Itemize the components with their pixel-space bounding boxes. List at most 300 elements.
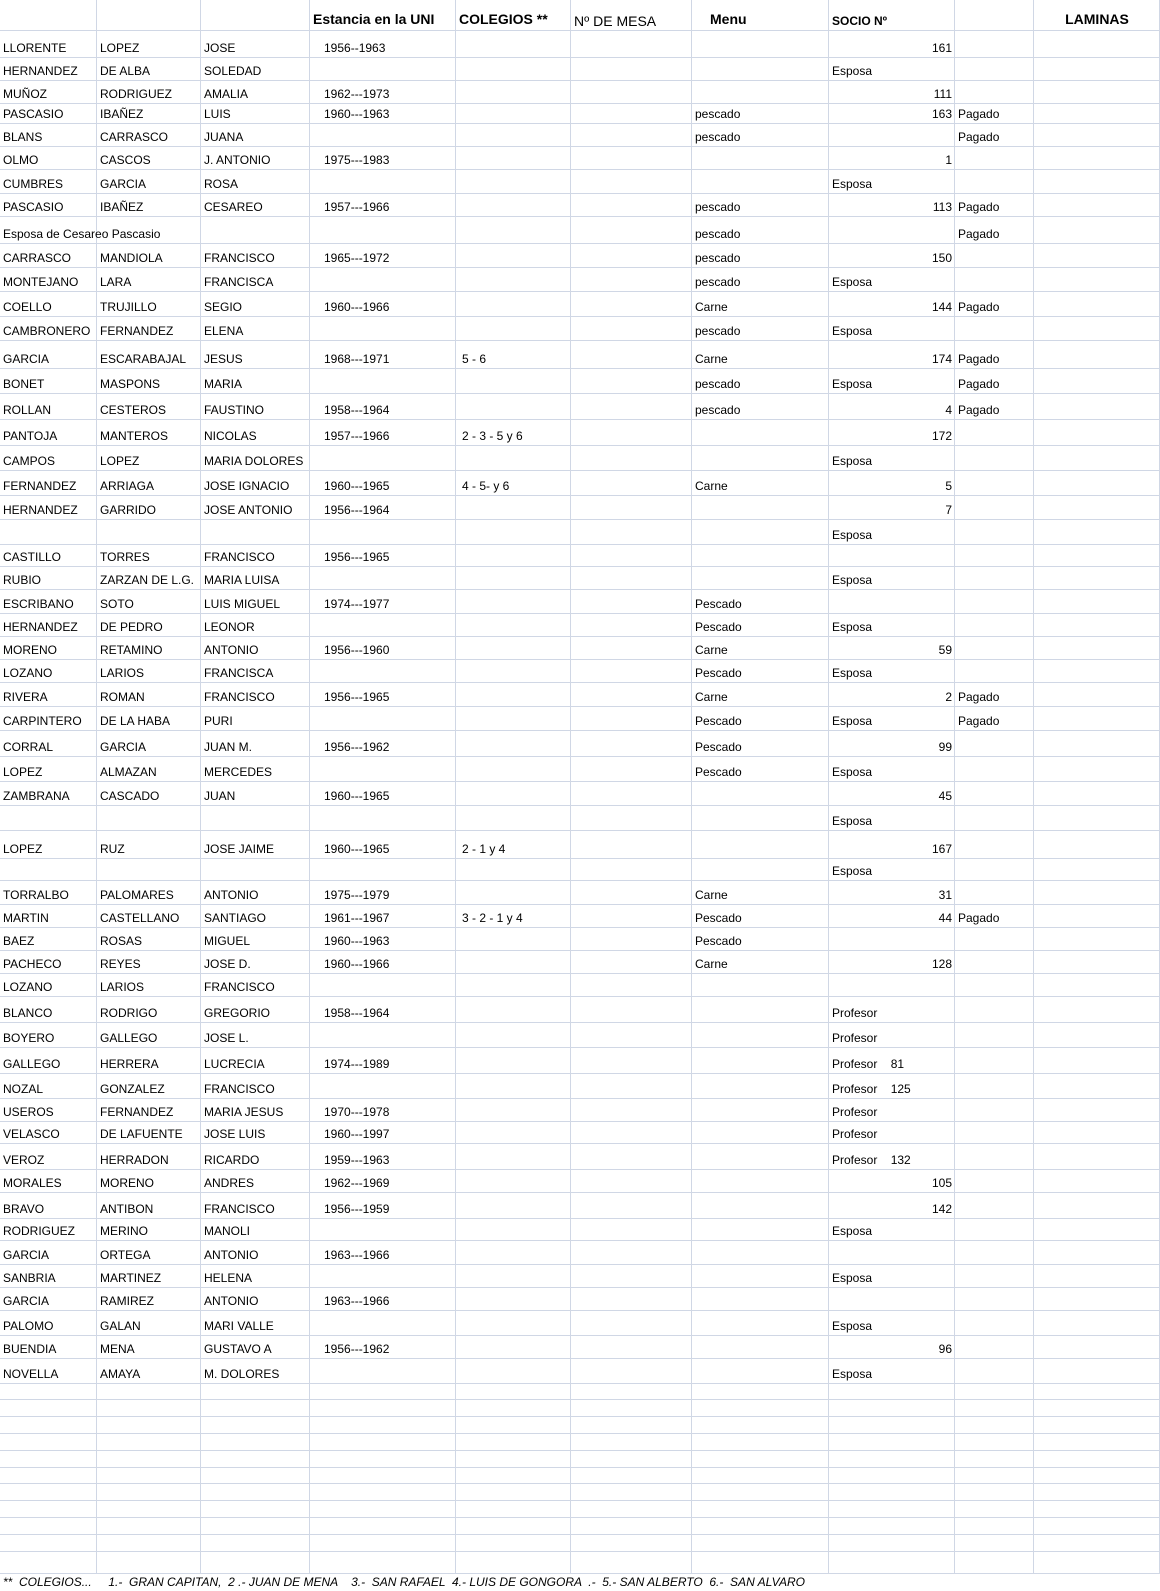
cell-surname1[interactable]: HERNANDEZ <box>0 614 97 637</box>
cell-socio[interactable]: Esposa <box>829 1265 955 1288</box>
cell-socio[interactable]: 142 <box>829 1193 955 1219</box>
cell-firstname[interactable]: HELENA <box>201 1265 310 1288</box>
cell-estancia[interactable]: 1960---1966 <box>310 951 456 974</box>
cell-laminas[interactable] <box>1034 997 1160 1023</box>
cell-surname1[interactable] <box>0 1400 97 1417</box>
cell-laminas[interactable] <box>1034 567 1160 590</box>
cell-menu[interactable]: Pescado <box>692 590 829 614</box>
cell-surname2[interactable]: MENA <box>97 1336 201 1359</box>
cell-surname2[interactable]: ORTEGA <box>97 1241 201 1265</box>
cell-firstname[interactable]: PURI <box>201 707 310 731</box>
cell-estancia[interactable]: 1975---1979 <box>310 881 456 905</box>
cell-surname1[interactable] <box>0 1535 97 1552</box>
cell-firstname[interactable]: LUCRECIA <box>201 1048 310 1074</box>
cell-mesa[interactable] <box>571 757 692 782</box>
cell-colegios[interactable] <box>456 31 571 58</box>
cell-estancia[interactable]: 1975---1983 <box>310 147 456 170</box>
cell-firstname[interactable]: JOSE IGNACIO <box>201 471 310 496</box>
cell-mesa[interactable] <box>571 1336 692 1359</box>
cell-pagado[interactable] <box>955 1518 1034 1535</box>
cell-firstname[interactable]: ROSA <box>201 170 310 194</box>
cell-colegios[interactable] <box>456 268 571 292</box>
cell-mesa[interactable] <box>571 217 692 244</box>
cell-firstname[interactable]: FRANCISCO <box>201 1193 310 1219</box>
cell-surname1[interactable]: FERNANDEZ <box>0 471 97 496</box>
cell-laminas[interactable] <box>1034 124 1160 147</box>
cell-mesa[interactable] <box>571 1170 692 1193</box>
cell-laminas[interactable] <box>1034 1400 1160 1417</box>
cell-firstname[interactable]: JOSE <box>201 31 310 58</box>
cell-socio[interactable]: Esposa <box>829 369 955 394</box>
cell-pagado[interactable] <box>955 782 1034 806</box>
cell-surname1[interactable]: OLMO <box>0 147 97 170</box>
cell-mesa[interactable] <box>571 1359 692 1384</box>
cell-menu[interactable] <box>692 1535 829 1552</box>
cell-mesa[interactable] <box>571 997 692 1023</box>
cell-surname2[interactable]: GARCIA <box>97 170 201 194</box>
cell-menu[interactable] <box>692 831 829 859</box>
cell-mesa[interactable] <box>571 1193 692 1219</box>
cell-socio[interactable]: 7 <box>829 496 955 520</box>
cell-socio[interactable] <box>829 1484 955 1501</box>
cell-mesa[interactable] <box>571 1501 692 1518</box>
cell-colegios[interactable] <box>456 446 571 471</box>
cell-surname2[interactable]: CASCADO <box>97 782 201 806</box>
cell-laminas[interactable] <box>1034 1265 1160 1288</box>
cell-mesa[interactable] <box>571 31 692 58</box>
cell-estancia[interactable] <box>310 1451 456 1468</box>
cell-laminas[interactable] <box>1034 637 1160 660</box>
cell-colegios[interactable] <box>456 997 571 1023</box>
cell-firstname[interactable]: M. DOLORES <box>201 1359 310 1384</box>
cell-menu[interactable] <box>692 1023 829 1048</box>
cell-firstname[interactable]: LUIS MIGUEL <box>201 590 310 614</box>
cell-firstname[interactable]: MANOLI <box>201 1219 310 1241</box>
cell-colegios[interactable]: 2 - 3 - 5 y 6 <box>456 420 571 446</box>
cell-surname1[interactable]: PALOMO <box>0 1311 97 1336</box>
cell-surname1[interactable]: HERNANDEZ <box>0 496 97 520</box>
cell-surname1[interactable]: CAMPOS <box>0 446 97 471</box>
cell-mesa[interactable] <box>571 1219 692 1241</box>
cell-mesa[interactable] <box>571 1552 692 1574</box>
cell-estancia[interactable]: 1960---1963 <box>310 928 456 951</box>
cell-socio[interactable]: 144 <box>829 292 955 317</box>
cell-firstname[interactable]: JOSE JAIME <box>201 831 310 859</box>
cell-menu[interactable]: Pescado <box>692 660 829 683</box>
cell-socio[interactable]: 99 <box>829 731 955 757</box>
cell-surname1[interactable] <box>0 1484 97 1501</box>
cell-surname1[interactable]: CARPINTERO <box>0 707 97 731</box>
cell-menu[interactable] <box>692 1417 829 1434</box>
cell-firstname[interactable]: MARIA LUISA <box>201 567 310 590</box>
cell-surname2[interactable] <box>97 1518 201 1535</box>
cell-socio[interactable]: Esposa <box>829 707 955 731</box>
cell-mesa[interactable] <box>571 1468 692 1484</box>
cell-menu[interactable] <box>692 1336 829 1359</box>
cell-mesa[interactable] <box>571 545 692 567</box>
cell-firstname[interactable]: FRANCISCO <box>201 974 310 997</box>
cell-surname1[interactable] <box>0 806 97 831</box>
cell-pagado[interactable] <box>955 1384 1034 1400</box>
cell-pagado[interactable] <box>955 951 1034 974</box>
cell-surname2[interactable] <box>97 1417 201 1434</box>
cell-socio[interactable] <box>829 1417 955 1434</box>
cell-colegios[interactable] <box>456 1265 571 1288</box>
cell-estancia[interactable] <box>310 170 456 194</box>
cell-socio[interactable]: Profesor <box>829 1122 955 1144</box>
cell-surname2[interactable]: MERINO <box>97 1219 201 1241</box>
cell-mesa[interactable] <box>571 951 692 974</box>
cell-laminas[interactable] <box>1034 1023 1160 1048</box>
cell-firstname[interactable] <box>201 1417 310 1434</box>
cell-surname1[interactable]: BONET <box>0 369 97 394</box>
cell-estancia[interactable] <box>310 520 456 545</box>
cell-firstname[interactable]: MARIA DOLORES <box>201 446 310 471</box>
cell-menu[interactable]: pescado <box>692 268 829 292</box>
cell-mesa[interactable] <box>571 1074 692 1099</box>
cell-surname2[interactable] <box>97 1501 201 1518</box>
cell-socio[interactable] <box>829 1451 955 1468</box>
cell-socio[interactable] <box>829 1288 955 1311</box>
cell-surname2[interactable]: LOPEZ <box>97 446 201 471</box>
cell-surname1[interactable] <box>0 1552 97 1574</box>
cell-surname2[interactable]: FERNANDEZ <box>97 317 201 341</box>
cell-estancia[interactable] <box>310 1384 456 1400</box>
cell-estancia[interactable]: 1957---1966 <box>310 420 456 446</box>
cell-estancia[interactable]: 1956---1959 <box>310 1193 456 1219</box>
cell-socio[interactable]: 44 <box>829 905 955 928</box>
cell-surname2[interactable]: TRUJILLO <box>97 292 201 317</box>
cell-menu[interactable]: pescado <box>692 317 829 341</box>
cell-surname2[interactable] <box>97 520 201 545</box>
cell-socio[interactable]: Esposa <box>829 268 955 292</box>
cell-laminas[interactable] <box>1034 1417 1160 1434</box>
cell-mesa[interactable] <box>571 420 692 446</box>
cell-menu[interactable]: Carne <box>692 881 829 905</box>
cell-pagado[interactable] <box>955 567 1034 590</box>
cell-mesa[interactable] <box>571 1400 692 1417</box>
cell-firstname[interactable]: JOSE ANTONIO <box>201 496 310 520</box>
cell-surname1[interactable] <box>0 1501 97 1518</box>
cell-estancia[interactable]: 1956---1962 <box>310 1336 456 1359</box>
cell-pagado[interactable] <box>955 1468 1034 1484</box>
cell-colegios[interactable] <box>456 660 571 683</box>
cell-menu[interactable] <box>692 1193 829 1219</box>
cell-surname1[interactable]: SANBRIA <box>0 1265 97 1288</box>
cell-colegios[interactable] <box>456 881 571 905</box>
cell-estancia[interactable] <box>310 806 456 831</box>
cell-mesa[interactable] <box>571 58 692 81</box>
cell-firstname[interactable] <box>201 1400 310 1417</box>
cell-pagado[interactable] <box>955 1552 1034 1574</box>
cell-mesa[interactable] <box>571 567 692 590</box>
cell-laminas[interactable] <box>1034 341 1160 369</box>
cell-surname2[interactable]: GALLEGO <box>97 1023 201 1048</box>
cell-mesa[interactable] <box>571 1384 692 1400</box>
cell-estancia[interactable]: 1956--1963 <box>310 31 456 58</box>
cell-estancia[interactable] <box>310 1074 456 1099</box>
cell-surname1[interactable]: CORRAL <box>0 731 97 757</box>
cell-estancia[interactable]: 1960---1965 <box>310 831 456 859</box>
cell-estancia[interactable] <box>310 1359 456 1384</box>
cell-colegios[interactable] <box>456 1048 571 1074</box>
cell-mesa[interactable] <box>571 341 692 369</box>
cell-mesa[interactable] <box>571 1288 692 1311</box>
cell-firstname[interactable]: GUSTAVO A <box>201 1336 310 1359</box>
cell-laminas[interactable] <box>1034 520 1160 545</box>
cell-surname1[interactable]: MONTEJANO <box>0 268 97 292</box>
cell-laminas[interactable] <box>1034 1074 1160 1099</box>
cell-estancia[interactable]: 1965---1972 <box>310 244 456 268</box>
cell-mesa[interactable] <box>571 590 692 614</box>
cell-firstname[interactable] <box>201 217 310 244</box>
cell-colegios[interactable] <box>456 1451 571 1468</box>
cell-colegios[interactable] <box>456 292 571 317</box>
cell-colegios[interactable] <box>456 1023 571 1048</box>
cell-socio[interactable]: 172 <box>829 420 955 446</box>
cell-mesa[interactable] <box>571 806 692 831</box>
cell-surname1[interactable]: LOPEZ <box>0 757 97 782</box>
cell-colegios[interactable] <box>456 194 571 217</box>
cell-mesa[interactable] <box>571 369 692 394</box>
cell-estancia[interactable]: 1963---1966 <box>310 1288 456 1311</box>
cell-socio[interactable]: Esposa <box>829 859 955 881</box>
cell-socio[interactable] <box>829 1518 955 1535</box>
cell-estancia[interactable] <box>310 1400 456 1417</box>
cell-surname2[interactable]: CASCOS <box>97 147 201 170</box>
cell-firstname[interactable]: JUAN M. <box>201 731 310 757</box>
cell-surname1[interactable] <box>0 1417 97 1434</box>
cell-menu[interactable]: Carne <box>692 683 829 707</box>
cell-estancia[interactable]: 1962---1973 <box>310 81 456 104</box>
cell-colegios[interactable] <box>456 217 571 244</box>
cell-estancia[interactable] <box>310 268 456 292</box>
cell-menu[interactable] <box>692 1288 829 1311</box>
cell-mesa[interactable] <box>571 194 692 217</box>
cell-firstname[interactable]: GREGORIO <box>201 997 310 1023</box>
cell-socio[interactable] <box>829 1535 955 1552</box>
cell-surname1[interactable]: CARRASCO <box>0 244 97 268</box>
cell-surname1[interactable]: NOVELLA <box>0 1359 97 1384</box>
cell-laminas[interactable] <box>1034 974 1160 997</box>
cell-surname2[interactable]: IBAÑEZ <box>97 104 201 124</box>
cell-pagado[interactable] <box>955 147 1034 170</box>
cell-colegios[interactable] <box>456 614 571 637</box>
cell-socio[interactable]: 174 <box>829 341 955 369</box>
cell-surname1[interactable]: HERNANDEZ <box>0 58 97 81</box>
cell-pagado[interactable]: Pagado <box>955 905 1034 928</box>
cell-menu[interactable] <box>692 1099 829 1122</box>
cell-pagado[interactable] <box>955 1311 1034 1336</box>
cell-laminas[interactable] <box>1034 1468 1160 1484</box>
cell-mesa[interactable] <box>571 782 692 806</box>
cell-firstname[interactable]: FRANCISCO <box>201 1074 310 1099</box>
cell-firstname[interactable]: FRANCISCA <box>201 268 310 292</box>
cell-colegios[interactable] <box>456 1468 571 1484</box>
cell-laminas[interactable] <box>1034 81 1160 104</box>
cell-laminas[interactable] <box>1034 1384 1160 1400</box>
cell-socio[interactable]: 167 <box>829 831 955 859</box>
cell-surname1[interactable]: VEROZ <box>0 1144 97 1170</box>
cell-estancia[interactable] <box>310 567 456 590</box>
cell-surname2[interactable]: GALAN <box>97 1311 201 1336</box>
cell-surname1[interactable]: RIVERA <box>0 683 97 707</box>
cell-laminas[interactable] <box>1034 446 1160 471</box>
cell-pagado[interactable] <box>955 520 1034 545</box>
header-laminas[interactable]: LAMINAS <box>1034 0 1160 31</box>
cell-colegios[interactable] <box>456 1311 571 1336</box>
cell-mesa[interactable] <box>571 881 692 905</box>
cell-menu[interactable] <box>692 1484 829 1501</box>
cell-estancia[interactable] <box>310 317 456 341</box>
cell-socio[interactable]: 161 <box>829 31 955 58</box>
cell-surname2[interactable]: ARRIAGA <box>97 471 201 496</box>
cell-colegios[interactable] <box>456 496 571 520</box>
cell-surname2[interactable]: ESCARABAJAL <box>97 341 201 369</box>
cell-estancia[interactable] <box>310 369 456 394</box>
cell-laminas[interactable] <box>1034 420 1160 446</box>
cell-surname2[interactable] <box>97 1535 201 1552</box>
cell-firstname[interactable] <box>201 1451 310 1468</box>
cell-firstname[interactable] <box>201 1518 310 1535</box>
cell-surname2[interactable]: LOPEZ <box>97 31 201 58</box>
cell-pagado[interactable] <box>955 1359 1034 1384</box>
cell-socio[interactable]: Esposa <box>829 446 955 471</box>
cell-pagado[interactable]: Pagado <box>955 707 1034 731</box>
cell-mesa[interactable] <box>571 1484 692 1501</box>
cell-menu[interactable] <box>692 1048 829 1074</box>
cell-mesa[interactable] <box>571 1518 692 1535</box>
cell-surname2[interactable]: RUZ <box>97 831 201 859</box>
cell-surname1[interactable]: LLORENTE <box>0 31 97 58</box>
cell-surname1[interactable]: LOZANO <box>0 974 97 997</box>
cell-menu[interactable]: pescado <box>692 104 829 124</box>
cell-surname2[interactable]: SOTO <box>97 590 201 614</box>
cell-menu[interactable] <box>692 997 829 1023</box>
cell-menu[interactable] <box>692 1122 829 1144</box>
cell-colegios[interactable] <box>456 1144 571 1170</box>
cell-colegios[interactable] <box>456 1384 571 1400</box>
cell-colegios[interactable] <box>456 58 571 81</box>
cell-pagado[interactable] <box>955 496 1034 520</box>
cell-surname1[interactable]: LOZANO <box>0 660 97 683</box>
cell-surname2[interactable]: MASPONS <box>97 369 201 394</box>
cell-pagado[interactable] <box>955 637 1034 660</box>
cell-laminas[interactable] <box>1034 58 1160 81</box>
cell-laminas[interactable] <box>1034 859 1160 881</box>
cell-surname2[interactable]: ALMAZAN <box>97 757 201 782</box>
cell-pagado[interactable] <box>955 420 1034 446</box>
cell-laminas[interactable] <box>1034 782 1160 806</box>
cell-estancia[interactable] <box>310 1311 456 1336</box>
cell-pagado[interactable] <box>955 1336 1034 1359</box>
cell-colegios[interactable] <box>456 1288 571 1311</box>
cell-pagado[interactable] <box>955 614 1034 637</box>
cell-firstname[interactable] <box>201 1468 310 1484</box>
cell-socio[interactable] <box>829 1384 955 1400</box>
cell-socio[interactable] <box>829 1501 955 1518</box>
cell-surname1[interactable]: LOPEZ <box>0 831 97 859</box>
cell-pagado[interactable] <box>955 1288 1034 1311</box>
cell-surname1[interactable]: ESCRIBANO <box>0 590 97 614</box>
cell-colegios[interactable] <box>456 1170 571 1193</box>
cell-firstname[interactable]: MARIA JESUS <box>201 1099 310 1122</box>
header-firstname[interactable] <box>201 0 310 31</box>
cell-colegios[interactable] <box>456 1099 571 1122</box>
cell-mesa[interactable] <box>571 637 692 660</box>
cell-surname2[interactable]: IBAÑEZ <box>97 194 201 217</box>
cell-menu[interactable] <box>692 520 829 545</box>
cell-surname2[interactable]: HERRERA <box>97 1048 201 1074</box>
cell-firstname[interactable]: JOSE LUIS <box>201 1122 310 1144</box>
cell-socio[interactable]: 1 <box>829 147 955 170</box>
cell-mesa[interactable] <box>571 1241 692 1265</box>
cell-surname1[interactable]: RUBIO <box>0 567 97 590</box>
cell-pagado[interactable] <box>955 881 1034 905</box>
cell-mesa[interactable] <box>571 292 692 317</box>
cell-surname1[interactable]: BAEZ <box>0 928 97 951</box>
cell-laminas[interactable] <box>1034 545 1160 567</box>
cell-socio[interactable] <box>829 217 955 244</box>
cell-colegios[interactable] <box>456 1552 571 1574</box>
cell-pagado[interactable] <box>955 1122 1034 1144</box>
cell-firstname[interactable]: MARIA <box>201 369 310 394</box>
cell-mesa[interactable] <box>571 147 692 170</box>
cell-socio[interactable]: Esposa <box>829 757 955 782</box>
cell-mesa[interactable] <box>571 683 692 707</box>
cell-surname2[interactable]: AMAYA <box>97 1359 201 1384</box>
cell-pagado[interactable] <box>955 471 1034 496</box>
cell-surname2[interactable]: ANTIBON <box>97 1193 201 1219</box>
cell-pagado[interactable]: Pagado <box>955 124 1034 147</box>
cell-estancia[interactable]: 1956---1965 <box>310 683 456 707</box>
cell-estancia[interactable] <box>310 446 456 471</box>
cell-socio[interactable] <box>829 1552 955 1574</box>
cell-laminas[interactable] <box>1034 683 1160 707</box>
cell-surname1[interactable]: VELASCO <box>0 1122 97 1144</box>
cell-mesa[interactable] <box>571 905 692 928</box>
cell-laminas[interactable] <box>1034 707 1160 731</box>
cell-surname1[interactable]: NOZAL <box>0 1074 97 1099</box>
cell-menu[interactable] <box>692 1518 829 1535</box>
cell-pagado[interactable] <box>955 1265 1034 1288</box>
cell-firstname[interactable]: LEONOR <box>201 614 310 637</box>
cell-socio[interactable]: 2 <box>829 683 955 707</box>
cell-laminas[interactable] <box>1034 1288 1160 1311</box>
cell-estancia[interactable]: 1960---1997 <box>310 1122 456 1144</box>
cell-pagado[interactable] <box>955 590 1034 614</box>
cell-pagado[interactable] <box>955 831 1034 859</box>
cell-colegios[interactable] <box>456 928 571 951</box>
cell-pagado[interactable] <box>955 1193 1034 1219</box>
cell-surname1[interactable]: RODRIGUEZ <box>0 1219 97 1241</box>
cell-surname1[interactable]: ZAMBRANA <box>0 782 97 806</box>
cell-socio[interactable] <box>829 590 955 614</box>
cell-laminas[interactable] <box>1034 1451 1160 1468</box>
cell-pagado[interactable]: Pagado <box>955 292 1034 317</box>
cell-laminas[interactable] <box>1034 147 1160 170</box>
cell-surname1[interactable]: ROLLAN <box>0 394 97 420</box>
cell-socio[interactable]: Esposa <box>829 1359 955 1384</box>
cell-colegios[interactable]: 4 - 5- y 6 <box>456 471 571 496</box>
cell-colegios[interactable] <box>456 683 571 707</box>
cell-firstname[interactable]: AMALIA <box>201 81 310 104</box>
cell-socio[interactable]: 128 <box>829 951 955 974</box>
cell-socio[interactable]: Profesor 125 <box>829 1074 955 1099</box>
cell-menu[interactable] <box>692 31 829 58</box>
cell-surname2[interactable]: RODRIGUEZ <box>97 81 201 104</box>
cell-colegios[interactable] <box>456 244 571 268</box>
